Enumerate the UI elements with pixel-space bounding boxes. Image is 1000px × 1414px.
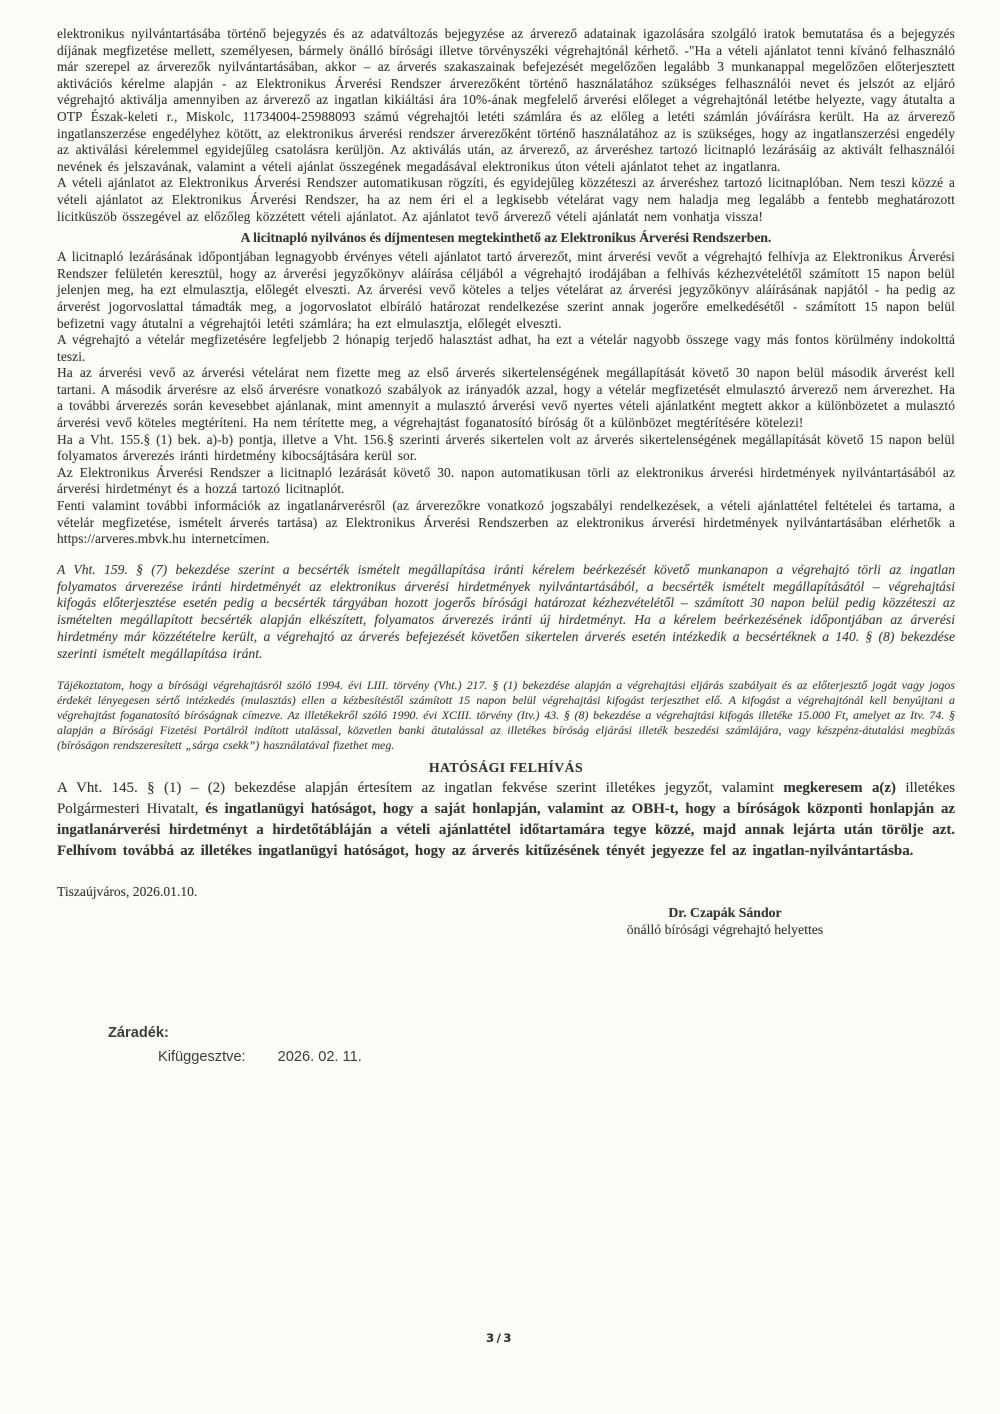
paragraph-registration-continuation: elektronikus nyilvántartásába történő bejegyzés és az adatváltozás bejegyzése az árverező adatainak igazolására szolgáló iratok bemutatása és a bejegyzés díjának megfizetése mellett, személyesen, bármely önálló bírósági illetve törvényszéki végrehajtónál kérhető. -"Ha a vételi ajánlatot tenni kívánó felhasználó már szerepel az árverezők nyilvántartásában, akkor – az árverés szakaszainak befejezését megelőzően legalább 3 munkanappal megelőzően előterjesztett aktivációs kérelme alapján - az Elektronikus Árverési Rendszer árverezőként történő használatához szükséges felhasználói nevet és jelszót az eljáró végrehajtó aktiválja amennyiben az árverező az ingatlan kikiáltási ára 10%-ának megfelelő árverési előleget a végrehajtónál letétbe helyezte, vagy átutalta a OTP Észak-keleti r., Miskolc, 11734004-25988093 számú végrehajtói letéti számlára és az előleg a letéti számlán jóváírásra került. Ha az árverező ingatlanszerzése engedélyhez kötött, az elektronikus árverési rendszer árverezőként történő használatához az is szükséges, hogy az ingatlanszerzési engedély az aktiválási kérelemmel egyidejűleg csatolásra kerüljön. Az aktiválás után, az árverező, az árveréshez tartozó licitnapló lezárásáig az aktivált felhasználói nevének és jelszavának, valamint a vételi ajánlat összegének megadásával elektronikus úton vételi ajánlatot tehet az ingatlanra. xyxy=(57,26,955,174)
paragraph-bid-recording: A vételi ajánlatot az Elektronikus Árverési Rendszer automatikusan rögzíti, és egyidejűleg közzéteszi az árveréshez tartozó licitnaplóban. Nem teszi közzé a vételi ajánlatot az Elektronikus Árverési Rendszer, ha az nem éri el a legkisebb vételárat vagy nem haladja meg legalább a fentebb meghatározott licitküszöb összegével az előzőleg közzétett vételi ajánlatot. Az ajánlatot tevő árverező vételi ajánlatát nem vonhatja vissza! xyxy=(57,175,955,224)
signature-title: önálló bírósági végrehajtó helyettes xyxy=(626,922,824,938)
kifuggesztve-date: 2026. 02. 11. xyxy=(277,1048,362,1065)
heading-licitnaplo: A licitnapló nyilvános és díjmentesen megtekinthető az Elektronikus Árverési Rendszerben. xyxy=(240,230,772,246)
page-number: 3/3 xyxy=(486,1331,514,1345)
paragraph-second-auction: Ha az árverési vevő az árverési vételárat nem fizette meg az első árverés sikertelenségének megállapítását követő 30 napon belül második árverést kell tartani. A második árverésre az első árverésre vonatkozó szabályok az irányadók azzal, hogy a vételár megfizetését elmulasztó árverező nem árverezhet. Ha a további árverezés során kevesebbet ajánlanak, mint amennyit a mulasztó árverési vevő nyertes vételi ajánlatként megtett akkor a különbözetet a mulasztó árverési vevő köteles megtéríteni. Ha nem térítette meg, a végrehajtást foganatosító bíróság őt a különbözet megtérítésére kötelezi! xyxy=(57,365,955,431)
authority-notice-normal-2: illetékes Polgármesteri Hivatalt, xyxy=(57,779,955,817)
kifuggesztve-label: Kifüggesztve: xyxy=(158,1048,246,1065)
zaradek-label: Záradék: xyxy=(108,1024,169,1041)
authority-notice-normal-1: A Vht. 145. § (1) – (2) bekezdése alapján értesítem az ingatlan fekvése szerint illetékes jegyzőt, valamint xyxy=(57,779,784,796)
authority-notice-bold-2: és ingatlanügyi hatóságot, hogy a saját honlapján, valamint az OBH-t, hogy a bíróságok központi honlapján az ingatlanárverési hirdetményt a hirdetőtábláján a vételi ajánlattétel időtartamára tegye közzé, majd annak lejárta után törölje azt. Felhívom továbbá az illetékes ingatlanügyi hatóságot, hogy az árverés kitűzésének tényét jegyezze fel az ingatlan-nyilvántartásba. xyxy=(57,800,956,859)
document-content xyxy=(57,26,955,1065)
place-and-date: Tiszaújváros, 2026.01.10. xyxy=(57,883,198,899)
authority-notice-bold-1: megkeresem a(z) xyxy=(783,779,896,796)
signature-block xyxy=(555,904,895,939)
paragraph-failed-auction: Ha a Vht. 155.§ (1) bek. a)-b) pontja, illetve a Vht. 156.§ szerinti árverés sikertelen volt az árverés sikertelenségének megállapítását követő 15 napon belül folyamatos árverezés iránti hirdetmény kibocsájtására kerül sor. xyxy=(57,431,955,464)
paragraph-authority-notice xyxy=(57,778,955,862)
paragraph-legal-remedy-notice: Tájékoztatom, hogy a bírósági végrehajtásról szóló 1994. évi LIII. törvény (Vht.) 217. § (1) bekezdése alapján a végrehajtási eljárás szabályait és az előterjesztő jogát vagy jogos érdekét lényegesen sértő intézkedés (mulasztás) ellen a kézbesítéstől számított 15 napon belül végrehajtási kifogást terjeszthet elő. A kifogást a végrehajtónál kell benyújtani a végrehajtást foganatosító bíróságnak címezve. Az illetékekről szóló 1990. évi XCIII. törvény (Itv.) 43. § (8) bekezdése a végrehajtási kifogás illetéke 15.000 Ft, amelyet az Itv. 74. § alapján a Bírósági Fizetési Portálról indított utalással, közvetlen banki átutalással az illetékes bíróság eljárási illeték beszedési számlájára, vagy készpénz-átutalási megbízás (bíróságon rendszeresített „sárga csekk”) használatával fizethet meg. xyxy=(57,677,955,752)
signature-name: Dr. Czapák Sándor xyxy=(668,904,782,920)
zaradek-block xyxy=(108,1025,955,1065)
paragraph-winning-bidder: A licitnapló lezárásának időpontjában legnagyobb érvényes vételi ajánlatot tartó árverezőt, mint árverési vevőt a végrehajtó felhívja az Elektronikus Árverési Rendszer felületén keresztül, hogy az árverési jegyzőkönyv aláírása céljából a végrehajtó irodájában a felhívás kézhezvételétől számított 15 napon belül jelenjen meg, ha ezt elmulasztja, előlegét elveszti. Az árverési vevő köteles a teljes vételárat az árverési jegyzőkönyv aláírásának napjától - ha pedig az árverést jogorvoslattal támadták meg, a jogorvoslatot elbíráló határozat rendelkezése szerint annak jogerőre emelkedésétől - számított 15 napon belül befizetni vagy átutalni a végrehajtói letéti számlára; ha ezt elmulasztja, előlegét elveszti. xyxy=(57,249,955,331)
paragraph-payment-deferral: A végrehajtó a vételár megfizetésére legfeljebb 2 hónapig terjedő halasztást adhat, ha ezt a vételár nagyobb összege vagy más fontos körülmény indokolttá teszi. xyxy=(57,332,955,364)
heading-hatosagi-felhivas: HATÓSÁGI FELHÍVÁS xyxy=(428,759,584,775)
kifuggesztve-row xyxy=(158,1049,955,1065)
paragraph-further-info: Fenti valamint további információk az ingatlanárverésről (az árverezőkre vonatkozó jogszabályi rendelkezések, a vételi ajánlattétel feltételei és tartama, a vételár megfizetése, ismételt árverés tartása) az Elektronikus Árverési Rendszerben az elektronikus árverési hirdetmények nyilvántartásában elérhetők a https://arveres.mbvk.hu internetcímen. xyxy=(57,498,955,547)
paragraph-vht-159: A Vht. 159. § (7) bekezdése szerint a becsérték ismételt megállapítása iránti kérelem beérkezését követő munkanapon a végrehajtó törli az ingatlan folyamatos árverezése iránti hirdetményét az elektronikus árverési hirdetmények nyilvántartásából, a becsérték ismételt megállapításától – végrehajtási kifogás előterjesztése esetén pedig a becsérték tárgyában hozott jogerős bírósági határozat kézhezvételétől – számított 30 napon belül pedig közzéteszi az ismételten megállapított becsérték alapján elkészített, folyamatos árverezés iránti új hirdetményt. Ha a kérelem beérkezésének időpontjában az árverési hirdetmény már közzétételre került, a végrehajtó az árverés befejezését követően sikertelen árverés esetén intézkedik a becsértéknek a 140. § (8) bekezdése szerinti ismételt megállapítása iránt. xyxy=(57,561,955,661)
paragraph-registry-deletion: Az Elektronikus Árverési Rendszer a licitnapló lezárását követő 30. napon automatikusan törli az elektronikus árverési hirdetmények nyilvántartásából az árverési hirdetményt és a hozzá tartozó licitnaplót. xyxy=(57,464,955,497)
